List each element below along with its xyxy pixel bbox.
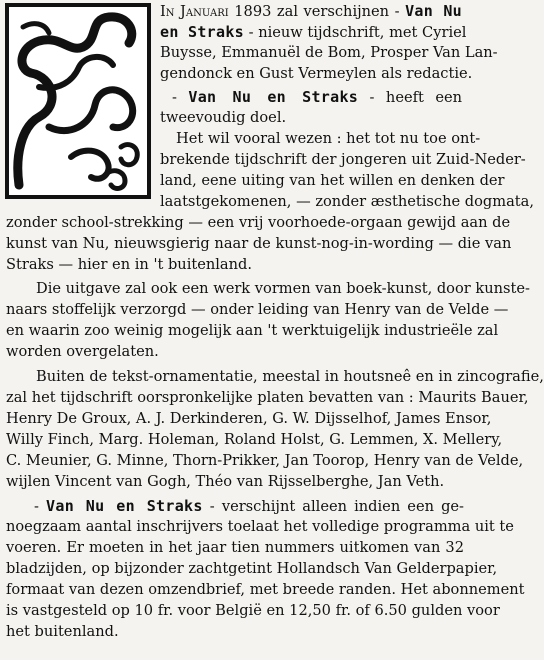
text-line (6, 558, 498, 580)
text-line (6, 429, 503, 451)
text-line (6, 579, 525, 601)
woodcut-ornament-icon (5, 3, 151, 199)
text-run: laatstgekomenen, — zonder æsthetische dogmata, (160, 193, 534, 210)
text-run: Willy Finch, Marg. Holeman, Roland Holst, G. Lemmen, X. Mellery, (6, 431, 503, 448)
journal-title: Van Nu (405, 2, 462, 20)
text-line (160, 107, 462, 129)
text-line (160, 191, 534, 213)
text-line (160, 21, 467, 43)
text-run: naars stoffelijk verzorgd — onder leiding van Henry van de Velde — (6, 301, 509, 318)
text-run: Die uitgave zal ook een werk vormen van boek-kunst, door kunste- (36, 280, 530, 297)
text-line (34, 495, 464, 517)
text-run: is vastgesteld op 10 fr. voor België en 12,50 fr. of 6.50 gulden voor (6, 602, 500, 619)
text-run: - (172, 89, 189, 106)
text-line (6, 450, 524, 472)
text-line (172, 86, 462, 108)
text-line (6, 320, 499, 342)
text-line (160, 63, 473, 85)
journal-title: en Straks (160, 23, 244, 41)
text-line (6, 212, 511, 234)
text-line (6, 516, 514, 538)
text-line (160, 0, 462, 22)
text-run: tweevoudig doel. (160, 109, 287, 126)
text-run: - nieuw tijdschrift, met Cyriel (243, 24, 467, 41)
text-line (6, 537, 464, 559)
journal-title: Van Nu en Straks (188, 88, 359, 106)
journal-title: Van Nu en Straks (46, 497, 203, 515)
text-run: - verschijnt alleen indien een ge- (202, 498, 464, 515)
text-line (160, 170, 505, 192)
text-run: worden overgelaten. (6, 343, 159, 360)
text-line (160, 149, 526, 171)
text-line (6, 341, 464, 363)
text-run: Buiten de tekst-ornamentatie, meestal in houtsneê en in zincografie, (36, 368, 544, 385)
text-line (176, 128, 481, 150)
text-line (6, 600, 500, 622)
text-run: gendonck en Gust Vermeylen als redactie. (160, 65, 473, 82)
text-line (6, 408, 492, 430)
text-run: het buitenland. (6, 623, 119, 640)
text-run: - (34, 498, 47, 515)
text-run: Henry De Groux, A. J. Derkinderen, G. W. Dijsselhof, James Ensor, (6, 410, 492, 427)
text-line (6, 387, 529, 409)
small-caps-text: In Januari (160, 3, 229, 20)
text-line (6, 299, 509, 321)
text-run: zal het tijdschrift oorspronkelijke platen bevatten van : Maurits Bauer, (6, 389, 529, 406)
text-run: noegzaam aantal inschrijvers toelaat het volledige programma uit te (6, 518, 514, 535)
text-run: wijlen Vincent van Gogh, Théo van Rijsselberghe, Jan Veth. (6, 473, 445, 490)
text-line (160, 42, 498, 64)
text-run: kunst van Nu, nieuwsgierig naar de kunst-nog-in-wording — die van (6, 235, 512, 252)
text-run: Het wil vooral wezen : het tot nu toe ont- (176, 130, 481, 147)
text-run: en waarin zoo weinig mogelijk aan 't werktuigelijk industrieële zal (6, 322, 499, 339)
text-line (6, 233, 512, 255)
text-run: formaat van dezen omzendbrief, met breede randen. Het abonnement (6, 581, 525, 598)
text-line (6, 621, 464, 643)
text-run: 1893 zal verschijnen - (228, 3, 406, 20)
text-line (6, 471, 464, 493)
text-run: voeren. Er moeten in het jaar tien nummers uitkomen van 32 (6, 539, 464, 556)
text-run: Buysse, Emmanuël de Bom, Prosper Van Lan- (160, 44, 498, 61)
text-run: brekende tijdschrift der jongeren uit Zuid-Neder- (160, 151, 526, 168)
text-run: - heeft een (358, 89, 462, 106)
text-line (36, 278, 530, 300)
text-run: zonder school-strekking — een vrij voorhoede-orgaan gewijd aan de (6, 214, 511, 231)
text-run: C. Meunier, G. Minne, Thorn-Prikker, Jan Toorop, Henry van de Velde, (6, 452, 524, 469)
text-run: Straks — hier en in 't buitenland. (6, 256, 253, 273)
text-run: bladzijden, op bijzonder zachtgetint Hollandsch Van Gelderpapier, (6, 560, 498, 577)
text-line (6, 254, 464, 276)
text-run: land, eene uiting van het willen en denken der (160, 172, 505, 189)
text-line (36, 366, 544, 388)
